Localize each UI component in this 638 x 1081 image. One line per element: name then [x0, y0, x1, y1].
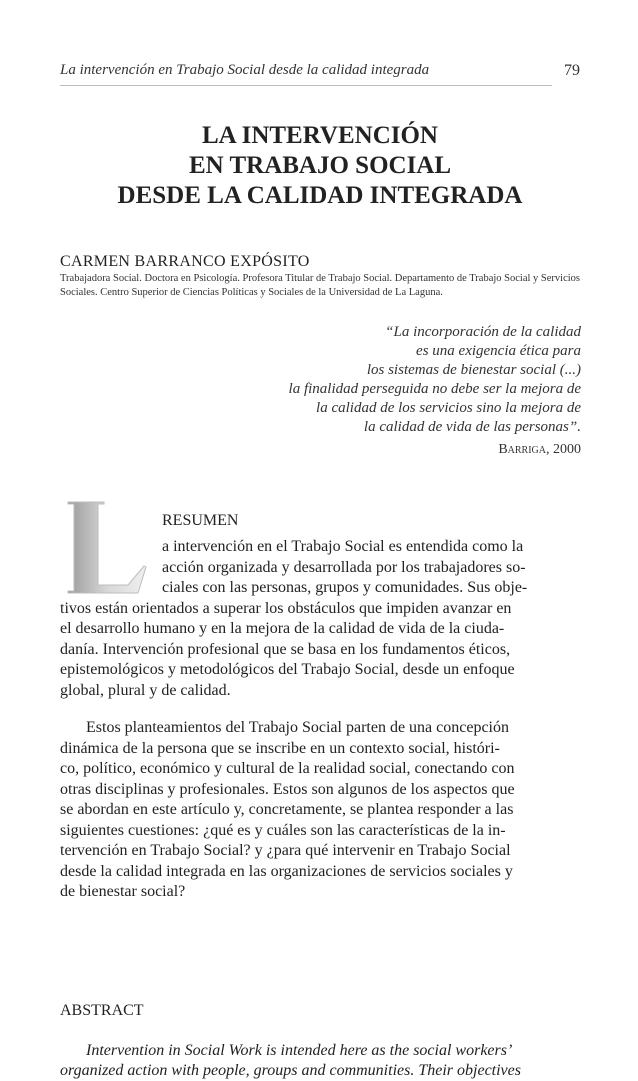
text-line: co, político, económico y cultural de la realidad social, conectando con — [60, 760, 515, 777]
text-line: se abordan en este artículo y, concretamente, se plantea responder a las — [60, 801, 514, 818]
author-affiliation: Trabajadora Social. Doctora en Psicología. Profesora Titular de Trabajo Social. Departamento de Trabajo Social y Servicios Sociales. Centro Superior de Ciencias Políticas y Sociales de la Universidad de La Laguna. — [60, 273, 580, 298]
author-name: CARMEN BARRANCO EXPÓSITO — [60, 253, 310, 270]
resumen-para-1-lead — [162, 537, 582, 599]
text-line: Estos planteamientos del Trabajo Social parten de una concepción — [86, 719, 509, 736]
text-line: dinámica de la persona que se inscribe en un contexto social, históri- — [60, 739, 500, 757]
text-line: acción organizada y desarrollada por los trabajadores so- — [162, 558, 526, 576]
text-line: desde la calidad integrada en las organizaciones de servicios sociales y — [60, 862, 513, 880]
article-title — [40, 121, 600, 211]
epigraph-line: la finalidad perseguida no debe ser la mejora de — [288, 381, 581, 397]
resumen-para-2 — [60, 718, 582, 903]
text-line: tivos están orientados a superar los obstáculos que impiden avanzar en — [60, 599, 512, 617]
text-line: otras disciplinas y profesionales. Estos son algunos de los aspectos que — [60, 780, 515, 798]
resumen-heading: RESUMEN — [162, 512, 239, 529]
drop-cap-letter — [64, 500, 148, 595]
abstract-text — [60, 1041, 582, 1081]
abstract-heading: ABSTRACT — [60, 1002, 144, 1019]
header-rule — [60, 85, 552, 86]
title-line-2: EN TRABAJO SOCIAL — [188, 152, 452, 179]
resumen-para-1-rest — [60, 599, 582, 702]
text-line: tervención en Trabajo Social? y ¿para qué intervenir en Trabajo Social — [60, 842, 511, 859]
epigraph-line: la calidad de los servicios sino la mejora de — [316, 400, 581, 416]
text-line: ciales con las personas, grupos y comunidades. Sus obje- — [162, 579, 528, 596]
text-line: epistemológicos y metodológicos del Trabajo Social, desde un enfoque — [60, 661, 515, 678]
text-line: organized action with people, groups and communities. Their objectives — [60, 1062, 521, 1079]
text-line: de bienestar social? — [60, 883, 186, 900]
running-title: La intervención en Trabajo Social desde la calidad integrada — [60, 62, 430, 78]
text-line: a intervención en el Trabajo Social es entendida como la — [162, 538, 524, 555]
text-line: el desarrollo humano y en la mejora de la calidad de vida de la ciuda- — [60, 620, 505, 637]
page-number: 79 — [564, 62, 580, 79]
text-line: siguientes cuestiones: ¿qué es y cuáles son las características de la in- — [60, 821, 506, 839]
text-line: danía. Intervención profesional que se basa en los fundamentos éticos, — [60, 640, 511, 658]
epigraph-line: la calidad de vida de las personas”. — [363, 419, 581, 435]
epigraph-line: los sistemas de bienestar social (...) — [366, 362, 581, 378]
epigraph-source-text: Barriga, 2000 — [498, 442, 581, 457]
epigraph-quote — [201, 323, 581, 437]
title-line-3: DESDE LA CALIDAD INTEGRADA — [117, 182, 523, 209]
text-line: global, plural y de calidad. — [60, 681, 231, 699]
epigraph-source — [498, 442, 581, 458]
running-header — [60, 60, 580, 86]
epigraph-line: “La incorporación de la calidad — [385, 324, 581, 340]
title-line-1: LA INTERVENCIÓN — [202, 122, 438, 149]
text-line: Intervention in Social Work is intended here as the social workers’ — [86, 1042, 513, 1059]
epigraph-line: es una exigencia ética para — [416, 343, 581, 359]
